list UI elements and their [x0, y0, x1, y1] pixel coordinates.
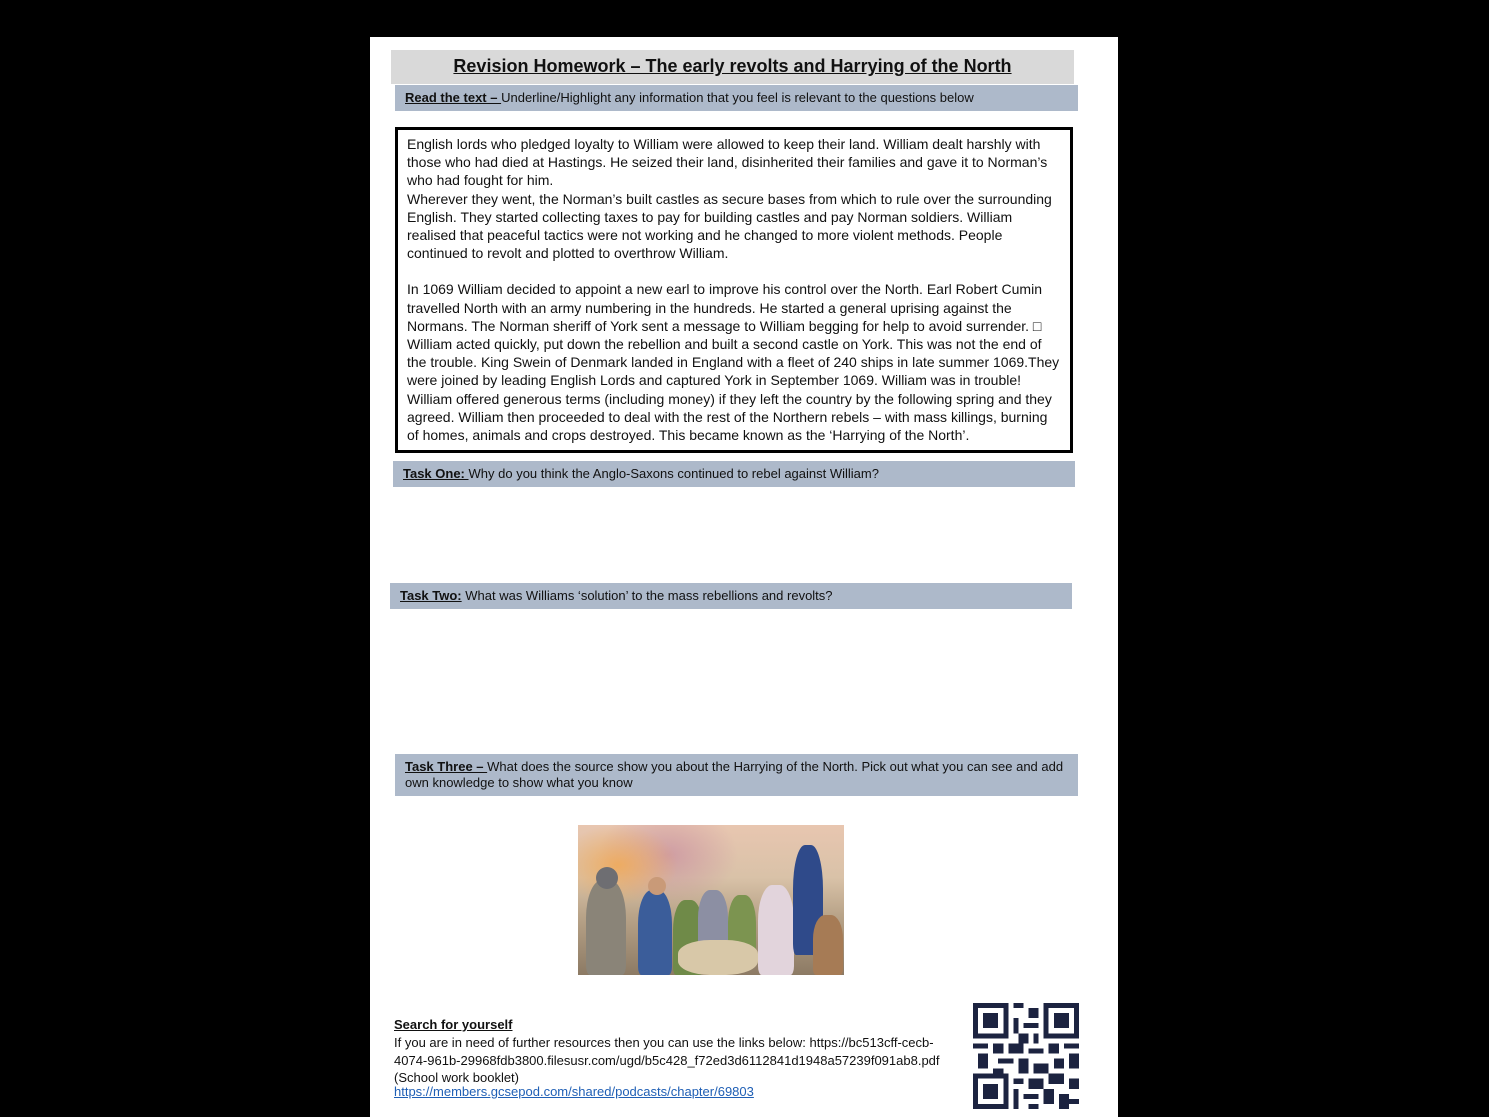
gcsepod-link[interactable]: https://members.gcsepod.com/shared/podcasts/chapter/69803 — [394, 1084, 754, 1099]
task-two-answer-area[interactable] — [390, 611, 1072, 749]
read-instruction-band — [395, 85, 1078, 111]
title-bar — [391, 50, 1074, 84]
task-one-answer-area[interactable] — [393, 489, 1075, 579]
task-two-band — [390, 583, 1072, 609]
task-one-question: Why do you think the Anglo-Saxons continued to rebel against William? — [468, 466, 879, 481]
source-paragraph-1: English lords who pledged loyalty to William were allowed to keep their land. William dealt harshly with those who had died at Hastings. He seized their land, disinherited their families and gave it to Norman’s who had fought for him. — [407, 136, 1048, 189]
task-three-label: Task Three – — [405, 759, 488, 774]
read-label: Read the text – — [405, 90, 502, 105]
source-text-box — [395, 127, 1073, 453]
source-paragraph-3: In 1069 William decided to appoint a new earl to improve his control over the North. Earl Robert Cumin travelled North with an army numbering in the hundreds. He started a general uprising against the Normans. The Norman sheriff of York sent a message to William begging for help to avoid surrender. □ William acted quickly, put down the rebellion and built a second castle on York. This was not the end of the trouble. King Swein of Denmark landed in England with a fleet of 240 ships in late summer 1069.They were joined by leading English Lords and captured York in September 1069. William was in trouble! William offered generous terms (including money) if they left the country by the following spring and they agreed. William then proceeded to deal with the rest of the Northern rebels – with mass killings, burning of homes, animals and crops destroyed. This became known as the ‘Harrying of the North’. — [407, 281, 1060, 444]
task-two-label: Task Two: — [400, 588, 462, 603]
search-heading: Search for yourself — [394, 1017, 513, 1032]
harrying-source-image — [578, 825, 844, 975]
search-description: If you are in need of further resources then you can use the links below: https://bc513cff-cecb-4074-961b-29968fdb3800.filesusr.com/ugd/b5c428_f72ed3d6112841d1948a57239f091ab8.pdf (School work booklet) — [394, 1035, 940, 1085]
task-two-question: What was Williams ‘solution’ to the mass rebellions and revolts? — [461, 588, 833, 603]
source-paragraph-2: Wherever they went, the Norman’s built castles as secure bases from which to rule over the surrounding English. They started collecting taxes to pay for building castles and pay Norman soldiers. William realised that peaceful tactics were not working and he changed to more violent methods. People continued to revolt and plotted to overthrow William. — [407, 190, 1052, 262]
task-three-question: What does the source show you about the Harrying of the North. Pick out what you can see and add own knowledge to show what you know — [405, 759, 1064, 790]
task-three-band — [395, 754, 1078, 796]
task-one-label: Task One: — [403, 466, 469, 481]
worksheet-page — [370, 37, 1118, 1117]
task-one-band — [393, 461, 1075, 487]
qr-code-icon[interactable] — [973, 1003, 1079, 1109]
page-title: Revision Homework – The early revolts and Harrying of the North — [453, 56, 1012, 76]
read-instruction: Underline/Highlight any information that you feel is relevant to the questions below — [501, 90, 974, 105]
